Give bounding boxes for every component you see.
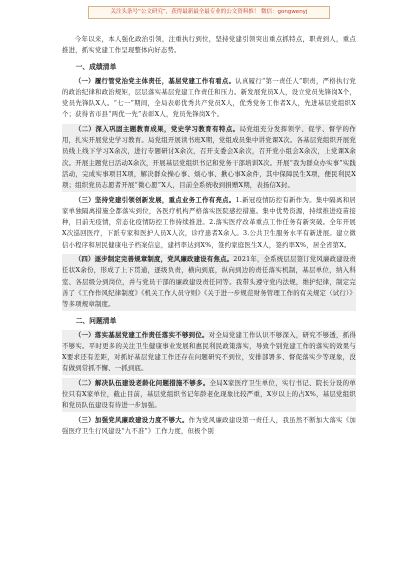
problem-paragraph-2 <box>62 378 356 412</box>
problem-1-lead: （一）落实基层党建工作责任落实不够到位。 <box>74 330 209 339</box>
problem-3-text: 作为党风廉政建设第一责任人，我虽然不断加大落实《加强医疗卫生行风建设“九不准”》工作力度，但极个别 <box>62 415 357 435</box>
section-heading-achievements: 一、成绩清单 <box>75 62 117 71</box>
achievement-paragraph-1 <box>62 76 356 121</box>
achievement-paragraph-3 <box>62 195 356 251</box>
problem-3-lead: （三）加强党风廉政建设力度不够大。 <box>74 415 189 424</box>
achievement-4-lead: （四）逐步制定完善规章制度，党风廉政建设有焦点。 <box>74 255 234 264</box>
top-banner: 关注头条号“公文研究”，获得最新最全最专业的公文资料推！ 微信：gongwenyj <box>88 6 330 19</box>
problem-paragraph-1 <box>62 330 356 375</box>
achievement-paragraph-4 <box>62 254 356 310</box>
achievement-3-lead: （三）坚持党建引领创新发展，重点业务工作有亮点。 <box>74 195 236 204</box>
achievement-2-lead: （二）深入巩固主题教育成果，党史学习教育有特点。 <box>74 124 240 133</box>
achievement-2-text: 局党组充分发挥领学、促学、督学的作用，扎实开展党史学习教育。局党组开展读书班X期，党组成员集中讲党课X次。各基层党组织开展党员线上线下学习X余次，进行专题研讨X余次，召开支委会X余次，召开党小组会X余次，上党课X余次。开展主题党日活动X余次，开展基层党组织书记和党务干部培训X次。开展“我为群众办实事”实践活动，完成实事项目X项，解决群众操心事、烦心事、揪心事X余件，其中保障民生X项，便民利民X项；组织党员志愿者开展“微心愿”X人，目前全系统收到捐赠X期，表扬信X封。 <box>62 124 356 190</box>
achievement-paragraph-2 <box>62 124 356 192</box>
problem-2-text: 全局X家医疗卫生单位，实行书记、院长分设的单位只有X家单位，截止目前，基层党组织书记年龄老化现象比较严重，X岁以上的占X%，基层党组织和党员队伍建设有待进一步加强。 <box>62 378 357 410</box>
achievement-1-lead: （一）履行管党治党主体责任，基层党建工作有看点。 <box>74 76 236 85</box>
achievement-4-text: 2021年，全系统层层签订党风廉政建设责任状X余份，形成了上下贯通，逐级负责，横向到底，纵向到边的责任落实机制，基层单位，纳入科室、各层级分到岗位，并与党员干部的廉政建设责任同等。我带头遵守党内法规，维护纪律，制定完善了《工作作风纪律制度》《机关工作人员守则》《关于进一步规范财务管理工作的有关规定（试行）》等多项规章制度。 <box>62 255 356 309</box>
document-body <box>62 34 356 437</box>
intro-paragraph: 今年以来，本人强化政治引领，注重执行到位，坚持党建引领突出重点抓特点，职责到人，重点推进，抓实党建工作呈现整体向好态势。 <box>62 35 356 55</box>
achievement-3-text: 1.新冠疫情防控有新作为。集中隔离和居家单独隔离措施全都落实到位，各医疗机构严格落实医院感控措施。集中优势资源，持续推进疫苗接种，目前无疫情，常态化疫情防控工作持续推进。2.落实医疗改革重点工作任务有新突破。全年开展X次巡回医疗，下派专家和医护人员X人次，诊疗患者X余人。3.公共卫生服务水平有新进展。建立微信小程序和居民健康电子档案信息，建档率达到X%，签约家庭医生X人，签约率X%，居全省第X。 <box>62 195 356 249</box>
problem-paragraph-3 <box>62 415 356 438</box>
problem-1-text: 对全局党建工作认识不够深入，研究不够透，抓得不够实。平时更多的关注卫生健康事业发展和惠民利民政策落实，导致个别党建工作的落实的效果与X要求还有差距，对抓好基层党建工作还存在问题研究不到位，安排部署多、督促落实少等现象，没有做到常抓不懈、一抓到底。 <box>62 330 357 373</box>
section-heading-problems: 二、问题清单 <box>75 316 117 325</box>
achievement-1-text: 认真履行“第一责任人”职责，严格执行党的政治纪律和政治规矩，层层落实基层党建工作责任和压力。新发展党员X人，设立党员先锋岗X个，党员先锋队X人。“七一”期间，全局表彰优秀共产党员X人，优秀党务工作者X人，先进基层党组织X个；获得省市县“两优一先”表彰X人，党员先锋岗X个。 <box>62 76 356 119</box>
problem-2-lead: （二）解决队伍建设老龄化问题措施不够多。 <box>74 378 210 387</box>
